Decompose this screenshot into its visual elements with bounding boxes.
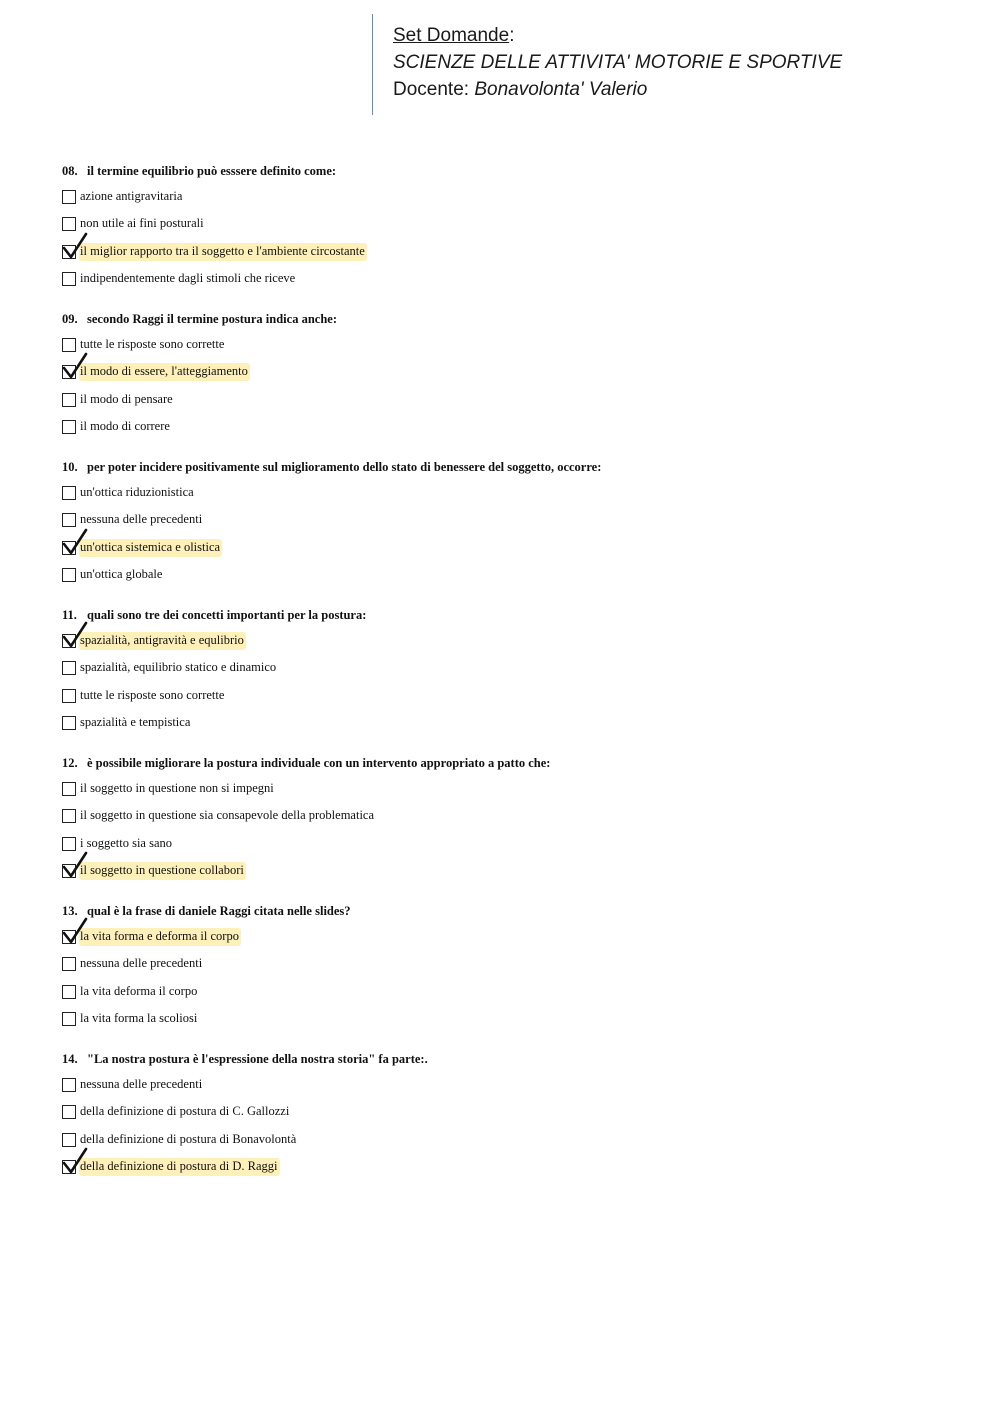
answer-option[interactable] bbox=[62, 923, 962, 951]
question-number: 11. bbox=[62, 608, 77, 622]
option-label: il soggetto in questione non si impegni bbox=[80, 780, 274, 795]
question-number: 14. bbox=[62, 1052, 78, 1066]
course-name: SCIENZE DELLE ATTIVITA' MOTORIE E SPORTIVE bbox=[393, 52, 843, 73]
checkbox[interactable] bbox=[62, 420, 76, 434]
question-number: 09. bbox=[62, 312, 78, 326]
question-title bbox=[62, 455, 962, 479]
option-label: il soggetto in questione collabori bbox=[79, 862, 246, 880]
question-number: 12. bbox=[62, 756, 78, 770]
answer-option[interactable] bbox=[62, 803, 962, 831]
answer-option[interactable] bbox=[62, 211, 962, 239]
teacher-name: Bonavolonta' Valerio bbox=[474, 79, 648, 100]
checkbox[interactable] bbox=[62, 338, 76, 352]
option-label: nessuna delle precedenti bbox=[80, 1076, 203, 1091]
option-label: un'ottica globale bbox=[80, 567, 163, 582]
checkbox[interactable] bbox=[62, 661, 76, 675]
question-block bbox=[62, 1047, 962, 1181]
document-header bbox=[372, 14, 842, 115]
checkbox[interactable] bbox=[62, 1160, 76, 1174]
answer-option[interactable] bbox=[62, 414, 962, 442]
checkbox[interactable] bbox=[62, 837, 76, 851]
question-block bbox=[62, 307, 962, 441]
checkbox[interactable] bbox=[62, 716, 76, 730]
question-title bbox=[62, 1047, 962, 1071]
question-block bbox=[62, 899, 962, 1033]
checkbox[interactable] bbox=[62, 957, 76, 971]
checkbox[interactable] bbox=[62, 190, 76, 204]
question-number: 08. bbox=[62, 164, 78, 178]
question-text: è possibile migliorare la postura individuale con un intervento appropriato a patto che: bbox=[87, 756, 551, 770]
checkbox[interactable] bbox=[62, 1078, 76, 1092]
question-text: quali sono tre dei concetti importanti per la postura: bbox=[87, 608, 367, 622]
option-label: della definizione di postura di C. Gallozzi bbox=[80, 1104, 290, 1119]
checkbox[interactable] bbox=[62, 809, 76, 823]
option-label: azione antigravitaria bbox=[80, 188, 183, 203]
question-title bbox=[62, 603, 962, 627]
option-label: spazialità e tempistica bbox=[80, 715, 191, 730]
answer-option[interactable] bbox=[62, 858, 962, 886]
answer-option[interactable] bbox=[62, 359, 962, 387]
question-title bbox=[62, 751, 962, 775]
checkbox[interactable] bbox=[62, 245, 76, 259]
question-text: "La nostra postura è l'espressione della nostra storia" fa parte:. bbox=[87, 1052, 428, 1066]
question-text: qual è la frase di daniele Raggi citata nelle slides? bbox=[87, 904, 351, 918]
answer-option[interactable] bbox=[62, 183, 962, 211]
checkbox[interactable] bbox=[62, 930, 76, 944]
answer-option[interactable] bbox=[62, 238, 962, 266]
answer-option[interactable] bbox=[62, 386, 962, 414]
answer-option[interactable] bbox=[62, 830, 962, 858]
option-label: il miglior rapporto tra il soggetto e l'ambiente circostante bbox=[79, 243, 367, 261]
option-label: il modo di correre bbox=[80, 419, 170, 434]
question-text: per poter incidere positivamente sul miglioramento dello stato di benessere del soggetto, occorre: bbox=[87, 460, 602, 474]
option-label: i soggetto sia sano bbox=[80, 835, 173, 850]
checkbox[interactable] bbox=[62, 985, 76, 999]
checkbox[interactable] bbox=[62, 864, 76, 878]
question-block bbox=[62, 603, 962, 737]
checkbox[interactable] bbox=[62, 272, 76, 286]
option-label: il modo di essere, l'atteggiamento bbox=[79, 363, 250, 381]
set-colon: : bbox=[509, 25, 515, 46]
checkbox[interactable] bbox=[62, 541, 76, 555]
set-title-line bbox=[393, 22, 842, 49]
option-label: spazialità, equilibrio statico e dinamico bbox=[80, 660, 277, 675]
option-label: un'ottica riduzionistica bbox=[80, 484, 194, 499]
answer-option[interactable] bbox=[62, 775, 962, 803]
answer-option[interactable] bbox=[62, 1071, 962, 1099]
answer-option[interactable] bbox=[62, 682, 962, 710]
option-label: il soggetto in questione sia consapevole della problematica bbox=[80, 808, 375, 823]
question-number: 13. bbox=[62, 904, 78, 918]
answer-option[interactable] bbox=[62, 1006, 962, 1034]
checkbox[interactable] bbox=[62, 634, 76, 648]
checkbox[interactable] bbox=[62, 1012, 76, 1026]
answer-option[interactable] bbox=[62, 1099, 962, 1127]
answer-option[interactable] bbox=[62, 266, 962, 294]
checkbox[interactable] bbox=[62, 568, 76, 582]
answer-option[interactable] bbox=[62, 655, 962, 683]
checkbox[interactable] bbox=[62, 365, 76, 379]
checkbox[interactable] bbox=[62, 393, 76, 407]
teacher-label: Docente: bbox=[393, 79, 470, 100]
question-block bbox=[62, 159, 962, 293]
checkbox[interactable] bbox=[62, 1105, 76, 1119]
answer-option[interactable] bbox=[62, 1126, 962, 1154]
option-label: la vita forma la scoliosi bbox=[80, 1011, 198, 1026]
checkbox[interactable] bbox=[62, 782, 76, 796]
option-label: non utile ai fini posturali bbox=[80, 216, 204, 231]
checkbox[interactable] bbox=[62, 689, 76, 703]
answer-option[interactable] bbox=[62, 534, 962, 562]
checkbox[interactable] bbox=[62, 217, 76, 231]
option-label: il modo di pensare bbox=[80, 391, 173, 406]
checkbox[interactable] bbox=[62, 486, 76, 500]
question-text: il termine equilibrio può esssere definito come: bbox=[87, 164, 337, 178]
question-text: secondo Raggi il termine postura indica anche: bbox=[87, 312, 337, 326]
answer-option[interactable] bbox=[62, 710, 962, 738]
teacher-line bbox=[393, 76, 842, 103]
answer-option[interactable] bbox=[62, 627, 962, 655]
option-label: della definizione di postura di D. Raggi bbox=[79, 1158, 280, 1176]
question-block bbox=[62, 455, 962, 589]
answer-option[interactable] bbox=[62, 507, 962, 535]
option-label: tutte le risposte sono corrette bbox=[80, 687, 225, 702]
answer-option[interactable] bbox=[62, 951, 962, 979]
answer-option[interactable] bbox=[62, 331, 962, 359]
question-block bbox=[62, 751, 962, 885]
set-label: Set Domande bbox=[393, 25, 510, 46]
option-label: un'ottica sistemica e olistica bbox=[79, 539, 222, 557]
option-label: indipendentemente dagli stimoli che riceve bbox=[80, 271, 296, 286]
option-label: spazialità, antigravità e equlibrio bbox=[79, 632, 246, 650]
answer-option[interactable] bbox=[62, 978, 962, 1006]
option-label: tutte le risposte sono corrette bbox=[80, 336, 225, 351]
option-label: la vita forma e deforma il corpo bbox=[79, 928, 241, 946]
option-label: nessuna delle precedenti bbox=[80, 956, 203, 971]
answer-option[interactable] bbox=[62, 1154, 962, 1182]
question-title bbox=[62, 159, 962, 183]
option-label: la vita deforma il corpo bbox=[80, 983, 198, 998]
option-label: della definizione di postura di Bonavolontà bbox=[80, 1131, 297, 1146]
answer-option[interactable] bbox=[62, 562, 962, 590]
question-title bbox=[62, 899, 962, 923]
checkbox[interactable] bbox=[62, 513, 76, 527]
question-number: 10. bbox=[62, 460, 78, 474]
option-label: nessuna delle precedenti bbox=[80, 512, 203, 527]
answer-option[interactable] bbox=[62, 479, 962, 507]
question-title bbox=[62, 307, 962, 331]
checkbox[interactable] bbox=[62, 1133, 76, 1147]
question-list bbox=[62, 159, 962, 1195]
